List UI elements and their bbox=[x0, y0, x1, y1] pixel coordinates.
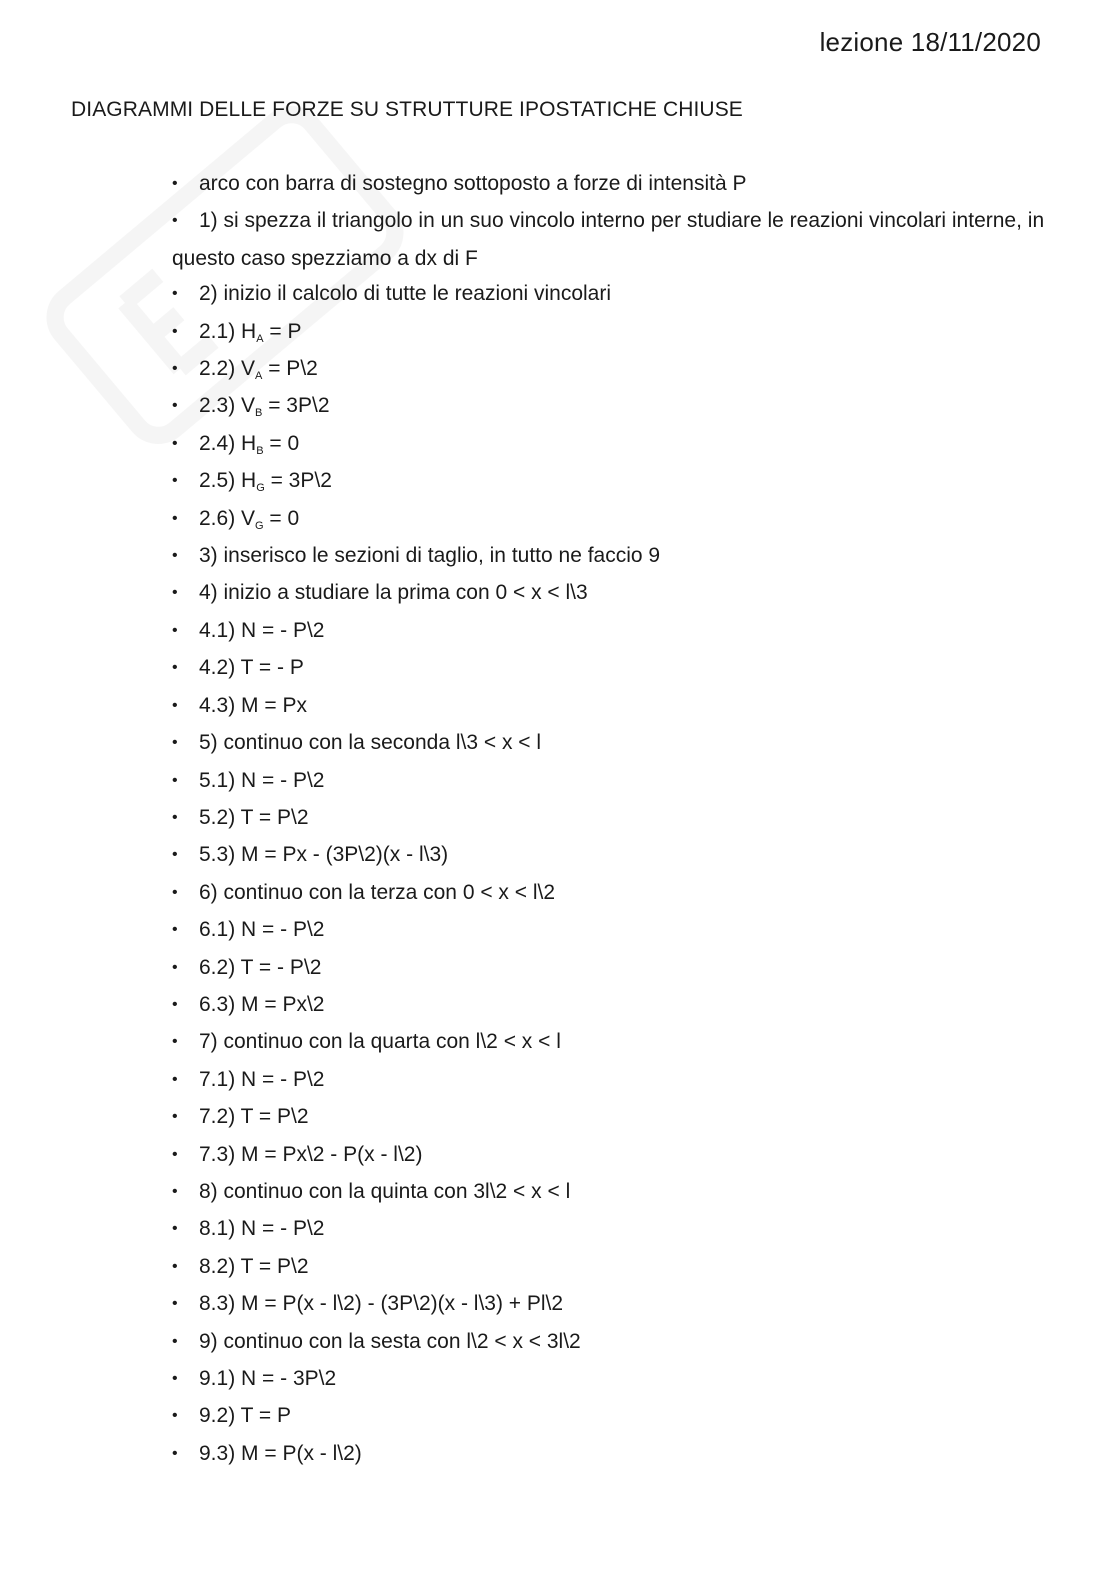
bullet-icon bbox=[172, 314, 199, 351]
list-item bbox=[172, 650, 1052, 687]
bullet-icon bbox=[172, 203, 199, 240]
list-item-text: 9.2) T = P bbox=[199, 1404, 292, 1428]
list-item-text: 9.1) N = - 3P\2 bbox=[199, 1367, 337, 1390]
list-item bbox=[172, 875, 1052, 912]
list-item-text: 4.3) M = Px bbox=[199, 693, 307, 717]
list-item-text: 5) continuo con la seconda l\3 < x < l bbox=[199, 731, 542, 755]
list-item bbox=[172, 1436, 1052, 1473]
list-item bbox=[172, 388, 1052, 425]
list-item-text: 2) inizio il calcolo di tutte le reazioni vincolari bbox=[199, 282, 612, 306]
list-item-text: = 3P\2 bbox=[264, 469, 332, 493]
list-item-text: 4) inizio a studiare la prima con 0 < x < l\3 bbox=[199, 581, 588, 605]
list-item bbox=[172, 987, 1052, 1024]
list-item-text: 1) si spezza il triangolo in un suo vincolo interno per studiare le reazioni vincolari interne, in questo caso spezziamo a dx di F bbox=[172, 209, 1045, 270]
list-item-text: 8.2) T = P\2 bbox=[199, 1254, 309, 1278]
list-item-text: = 3P\2 bbox=[262, 394, 330, 418]
list-item-text: 4.1) N = - P\2 bbox=[199, 618, 325, 642]
bullet-icon bbox=[172, 463, 199, 500]
list-item bbox=[172, 1174, 1052, 1211]
bullet-icon bbox=[172, 1436, 199, 1473]
subscript: A bbox=[255, 370, 263, 383]
bullet-icon bbox=[172, 388, 199, 425]
list-item bbox=[172, 837, 1052, 874]
list-item-text: 6.3) M = Px\2 bbox=[199, 992, 325, 1016]
list-item bbox=[172, 1286, 1052, 1323]
list-item-text: 7.3) M = Px\2 - P(x - l\2) bbox=[199, 1142, 423, 1166]
list-item bbox=[172, 800, 1052, 837]
list-item bbox=[172, 426, 1052, 463]
list-item-text: 7.1) N = - P\2 bbox=[199, 1067, 325, 1091]
bullet-icon bbox=[172, 166, 199, 203]
list-item-text: 2.3) V bbox=[199, 394, 256, 418]
bullet-icon bbox=[172, 351, 199, 388]
list-item bbox=[172, 203, 1052, 276]
bullet-icon bbox=[172, 763, 199, 800]
list-item-text: 6) continuo con la terza con 0 < x < l\2 bbox=[199, 880, 556, 904]
list-item-text: 2.2) V bbox=[199, 357, 256, 381]
bullet-icon bbox=[172, 688, 199, 725]
list-item-text: 5.1) N = - P\2 bbox=[199, 768, 325, 792]
list-item-text: 3) inserisco le sezioni di taglio, in tutto ne faccio 9 bbox=[199, 544, 661, 568]
list-item bbox=[172, 1062, 1052, 1099]
list-item-text: = 0 bbox=[263, 431, 300, 455]
list-item-text: 7.2) T = P\2 bbox=[199, 1105, 309, 1129]
list-item bbox=[172, 538, 1052, 575]
bullet-icon bbox=[172, 912, 199, 949]
list-item bbox=[172, 912, 1052, 949]
list-item-text: 8.1) N = - P\2 bbox=[199, 1217, 325, 1241]
subscript: G bbox=[255, 519, 264, 532]
list-item-text: 5.3) M = Px - (3P\2)(x - l\3) bbox=[199, 843, 449, 867]
list-item-text: 2.6) V bbox=[199, 506, 256, 530]
bullet-icon bbox=[172, 837, 199, 874]
list-item bbox=[172, 1324, 1052, 1361]
list-item bbox=[172, 613, 1052, 650]
list-item-text: 8.3) M = P(x - l\2) - (3P\2)(x - l\3) + Pl\2 bbox=[199, 1292, 564, 1316]
list-item-text: 2.4) H bbox=[199, 431, 257, 455]
list-item bbox=[172, 276, 1052, 313]
bullet-icon bbox=[172, 987, 199, 1024]
bullet-icon bbox=[172, 1211, 199, 1248]
bullet-icon bbox=[172, 501, 199, 538]
list-item bbox=[172, 166, 1052, 203]
list-item bbox=[172, 501, 1052, 538]
subscript: G bbox=[256, 482, 265, 495]
list-item-text: = P\2 bbox=[262, 357, 318, 381]
subscript: A bbox=[256, 332, 264, 345]
bullet-icon bbox=[172, 800, 199, 837]
bullet-icon bbox=[172, 1099, 199, 1136]
list-item-text: 2.5) H bbox=[199, 469, 257, 493]
list-item bbox=[172, 1361, 1052, 1398]
bullet-icon bbox=[172, 613, 199, 650]
list-item bbox=[172, 950, 1052, 987]
list-item-text: 2.1) H bbox=[199, 319, 257, 343]
bullet-icon bbox=[172, 1024, 199, 1061]
bullet-icon bbox=[172, 575, 199, 612]
bullet-icon bbox=[172, 1286, 199, 1323]
bullet-icon bbox=[172, 1361, 199, 1398]
notes-list bbox=[172, 166, 1052, 1473]
list-item bbox=[172, 1099, 1052, 1136]
list-item bbox=[172, 763, 1052, 800]
bullet-icon bbox=[172, 1062, 199, 1099]
list-item bbox=[172, 1137, 1052, 1174]
list-item-text: 4.2) T = - P bbox=[199, 656, 304, 680]
bullet-icon bbox=[172, 875, 199, 912]
bullet-icon bbox=[172, 1398, 199, 1435]
subscript: B bbox=[256, 444, 264, 457]
bullet-icon bbox=[172, 650, 199, 687]
list-item-text: = 0 bbox=[263, 506, 300, 530]
list-item-text: 7) continuo con la quarta con l\2 < x < l bbox=[199, 1030, 561, 1054]
list-item bbox=[172, 351, 1052, 388]
bullet-icon bbox=[172, 538, 199, 575]
list-item-text: 5.2) T = P\2 bbox=[199, 805, 309, 829]
list-item bbox=[172, 1398, 1052, 1435]
list-item bbox=[172, 1211, 1052, 1248]
bullet-icon bbox=[172, 1137, 199, 1174]
bullet-icon bbox=[172, 725, 199, 762]
list-item bbox=[172, 725, 1052, 762]
list-item bbox=[172, 688, 1052, 725]
list-item bbox=[172, 314, 1052, 351]
list-item bbox=[172, 463, 1052, 500]
bullet-icon bbox=[172, 1174, 199, 1211]
list-item-text: arco con barra di sostegno sottoposto a forze di intensità P bbox=[199, 172, 747, 195]
list-item-text: 6.1) N = - P\2 bbox=[199, 918, 325, 942]
list-item bbox=[172, 575, 1052, 612]
list-item bbox=[172, 1024, 1052, 1061]
bullet-icon bbox=[172, 950, 199, 987]
list-item-text: 6.2) T = - P\2 bbox=[199, 955, 322, 979]
list-item-text: = P bbox=[263, 319, 302, 343]
bullet-icon bbox=[172, 426, 199, 463]
lesson-date: lezione 18/11/2020 bbox=[819, 27, 1041, 57]
bullet-icon bbox=[172, 276, 199, 313]
list-item-text: 9.3) M = P(x - l\2) bbox=[199, 1441, 362, 1465]
list-item-text: 8) continuo con la quinta con 3l\2 < x < l bbox=[199, 1179, 571, 1203]
list-item bbox=[172, 1249, 1052, 1286]
subscript: B bbox=[255, 407, 263, 420]
bullet-icon bbox=[172, 1324, 199, 1361]
list-item-text: 9) continuo con la sesta con l\2 < x < 3l\2 bbox=[199, 1329, 581, 1353]
document-title: DIAGRAMMI DELLE FORZE SU STRUTTURE IPOSTATICHE CHIUSE bbox=[71, 98, 743, 121]
bullet-icon bbox=[172, 1249, 199, 1286]
